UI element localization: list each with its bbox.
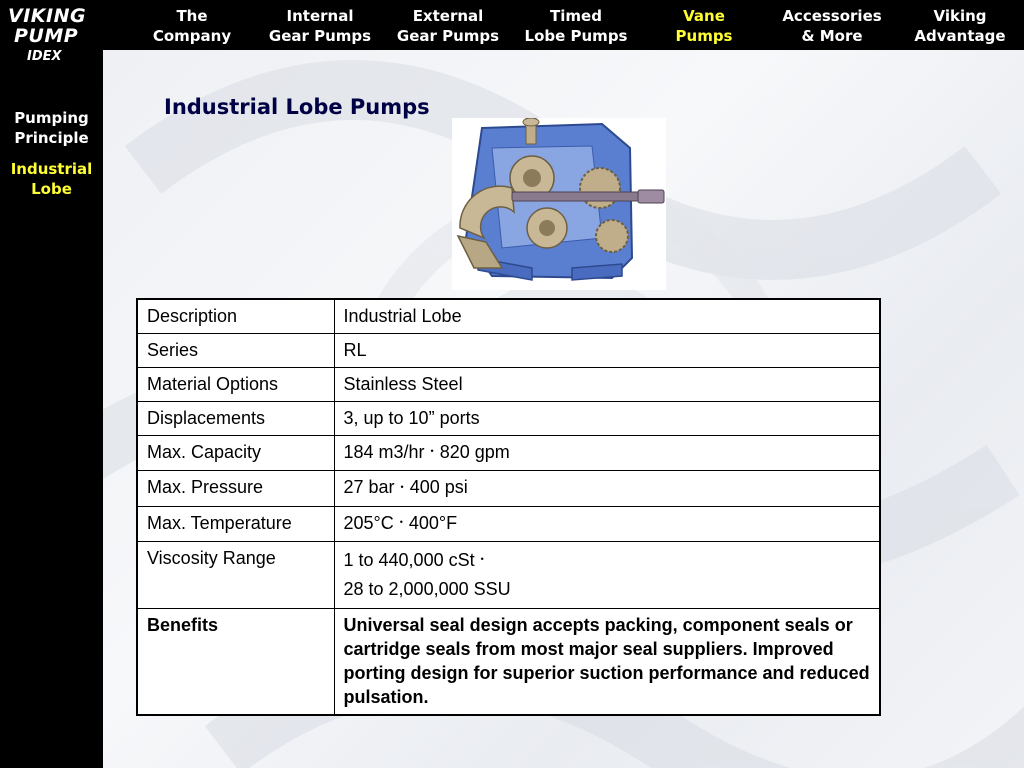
sidebar-label-line2: Lobe: [31, 180, 72, 198]
spec-value: RL: [334, 334, 880, 368]
sidebar-item-industrial-lobe[interactable]: [0, 159, 103, 199]
capacity-metric: 184 m3/hr: [343, 442, 425, 462]
spec-label: Displacements: [137, 402, 334, 436]
nav-label-line2: Advantage: [914, 27, 1006, 45]
table-row: [137, 541, 880, 608]
bullet-separator: •: [430, 446, 434, 457]
spec-value: [334, 471, 880, 506]
viscosity-ssu: 28 to 2,000,000 SSU: [343, 579, 511, 599]
nav-label-line2: & More: [801, 27, 863, 45]
nav-label-line2: Gear Pumps: [396, 27, 500, 45]
spec-value: [334, 541, 880, 608]
nav-label-line1: External: [412, 7, 484, 25]
spec-value: Universal seal design accepts packing, component seals or cartridge seals from most major seal suppliers. Improved porting design for superior suction performance and reduced pulsation.: [334, 609, 880, 716]
sidebar-label-line1: Pumping: [14, 109, 89, 127]
spec-value: [334, 436, 880, 471]
sidebar-label-line1: Industrial: [10, 160, 93, 178]
lobe-pump-cutaway-icon: [452, 118, 666, 290]
nav-label-line1: The: [176, 7, 208, 25]
bullet-separator: •: [400, 481, 404, 492]
table-row: [137, 436, 880, 471]
spec-value: 3, up to 10” ports: [334, 402, 880, 436]
table-row: [137, 506, 880, 541]
spec-label: Description: [137, 299, 334, 334]
spec-label: Max. Temperature: [137, 506, 334, 541]
table-row: [137, 609, 880, 716]
nav-vane-pumps[interactable]: [640, 6, 768, 46]
bullet-separator: •: [480, 554, 484, 564]
capacity-imperial: 820 gpm: [439, 442, 510, 462]
nav-label-line1: Vane: [683, 7, 725, 25]
nav-label-line1: Internal: [286, 7, 354, 25]
table-row: [137, 402, 880, 436]
pressure-metric: 27 bar: [343, 477, 395, 498]
table-row: [137, 368, 880, 402]
page-title: Industrial Lobe Pumps: [164, 95, 430, 119]
table-row: [137, 299, 880, 334]
spec-label: Viscosity Range: [137, 541, 334, 608]
nav-external-gear-pumps[interactable]: [384, 6, 512, 46]
nav-internal-gear-pumps[interactable]: [256, 6, 384, 46]
nav-label-line2: Gear Pumps: [268, 27, 372, 45]
spec-value: [334, 506, 880, 541]
table-row: [137, 471, 880, 506]
nav-label-line2: Pumps: [675, 27, 733, 45]
nav-label-line2: Lobe Pumps: [524, 27, 628, 45]
pressure-imperial: 400 psi: [409, 477, 468, 498]
logo-line-3: IDEX: [27, 49, 62, 64]
temperature-fahrenheit: 400°F: [408, 512, 458, 533]
nav-label-line1: Timed: [550, 7, 602, 25]
nav-accessories-more[interactable]: [768, 6, 896, 46]
left-sidebar: [0, 50, 103, 768]
spec-label: Max. Pressure: [137, 471, 334, 506]
spec-label: Series: [137, 334, 334, 368]
nav-label-line1: Viking: [933, 7, 987, 25]
viking-pump-logo[interactable]: [0, 0, 103, 70]
temperature-celsius: 205°C: [343, 512, 394, 533]
sidebar-item-pumping-principle[interactable]: [0, 108, 103, 148]
sidebar-label-line2: Principle: [14, 129, 89, 147]
viscosity-cst: 1 to 440,000 cSt: [343, 549, 475, 570]
table-row: [137, 334, 880, 368]
nav-viking-advantage[interactable]: [896, 6, 1024, 46]
nav-the-company[interactable]: [128, 6, 256, 46]
nav-label-line1: Accessories: [782, 7, 882, 25]
spec-label: Material Options: [137, 368, 334, 402]
bullet-separator: •: [399, 516, 403, 527]
logo-line-1: VIKING: [8, 5, 87, 27]
nav-label-line2: Company: [152, 27, 232, 45]
nav-timed-lobe-pumps[interactable]: [512, 6, 640, 46]
spec-value: Stainless Steel: [334, 368, 880, 402]
logo-line-2: PUMP: [14, 25, 79, 47]
specifications-table: [136, 298, 881, 716]
spec-value: Industrial Lobe: [334, 299, 880, 334]
spec-label: Max. Capacity: [137, 436, 334, 471]
spec-label: Benefits: [137, 609, 334, 716]
